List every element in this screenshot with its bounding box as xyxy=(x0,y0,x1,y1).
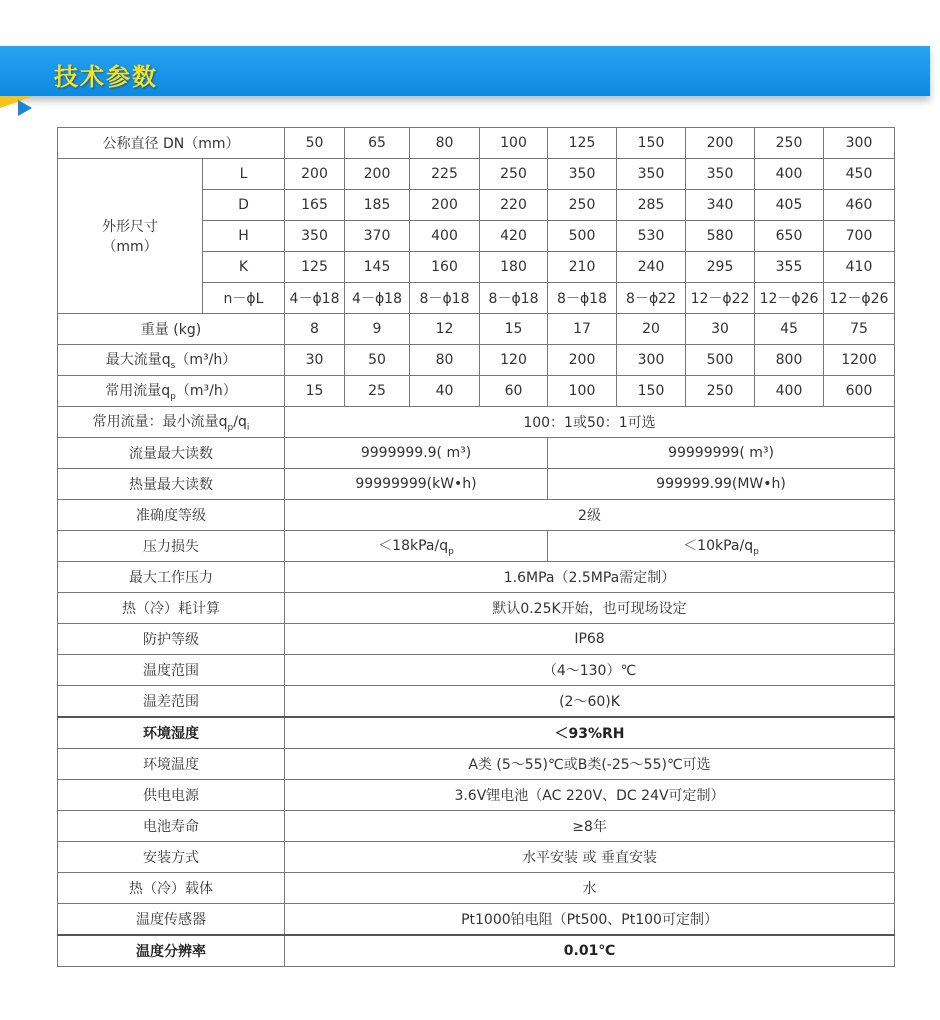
row-label: 压力损失 xyxy=(58,531,285,562)
dim-cell: 220 xyxy=(480,190,548,221)
weight-cell: 9 xyxy=(345,314,410,345)
ratio-value: 100：1或50：1可选 xyxy=(285,407,895,438)
spec-row xyxy=(58,500,895,531)
row-label: 温度范围 xyxy=(58,655,285,686)
spec-row xyxy=(58,873,895,904)
dn-cell: 50 xyxy=(285,128,345,159)
value-main: ＜10kPa/q xyxy=(683,538,754,555)
label-sub: i xyxy=(246,422,250,433)
row-value: ＜93%RH xyxy=(285,717,895,749)
row-label xyxy=(58,407,285,438)
flow-max-read-row xyxy=(58,438,895,469)
dim-cell: 210 xyxy=(548,252,617,283)
dim-cell: 460 xyxy=(824,190,895,221)
dim-cell: 530 xyxy=(617,221,686,252)
spec-row xyxy=(58,811,895,842)
spec-row xyxy=(58,686,895,718)
dim-label: n－ϕL xyxy=(203,283,285,314)
value-left xyxy=(285,531,548,562)
heat-max-read-row xyxy=(58,469,895,500)
flow-cell: 60 xyxy=(480,376,548,407)
label-main: 常用流量q xyxy=(105,383,171,400)
dim-cell: 700 xyxy=(824,221,895,252)
max-flow-row xyxy=(58,345,895,376)
dn-cell: 65 xyxy=(345,128,410,159)
weight-cell: 17 xyxy=(548,314,617,345)
dim-cell: 285 xyxy=(617,190,686,221)
row-label: 环境湿度 xyxy=(58,717,285,749)
flow-cell: 1200 xyxy=(824,345,895,376)
dim-cell: 350 xyxy=(285,221,345,252)
flow-cell: 150 xyxy=(617,376,686,407)
dim-cell: 400 xyxy=(755,159,824,190)
spec-row xyxy=(58,842,895,873)
flow-cell: 25 xyxy=(345,376,410,407)
dim-cell: 200 xyxy=(410,190,480,221)
row-value: （4～130）℃ xyxy=(285,655,895,686)
dim-cell: 4－ϕ18 xyxy=(345,283,410,314)
dim-cell: 180 xyxy=(480,252,548,283)
dim-cell: 450 xyxy=(824,159,895,190)
dn-row xyxy=(58,128,895,159)
spec-row xyxy=(58,655,895,686)
flow-cell: 100 xyxy=(548,376,617,407)
row-label: 供电电源 xyxy=(58,780,285,811)
spec-row xyxy=(58,780,895,811)
weight-cell: 30 xyxy=(686,314,755,345)
row-value: 水 xyxy=(285,873,895,904)
label-main: 常用流量：最小流量q xyxy=(92,414,228,431)
row-value: Pt1000铂电阻（Pt500、Pt100可定制） xyxy=(285,904,895,936)
dn-cell: 150 xyxy=(617,128,686,159)
row-value: 1.6MPa（2.5MPa需定制） xyxy=(285,562,895,593)
dims-group-line2: （mm） xyxy=(102,239,158,255)
dims-row xyxy=(58,159,895,190)
dim-label: L xyxy=(203,159,285,190)
dim-cell: 4－ϕ18 xyxy=(285,283,345,314)
dim-cell: 295 xyxy=(686,252,755,283)
dim-cell: 400 xyxy=(410,221,480,252)
dim-cell: 370 xyxy=(345,221,410,252)
label-mid: /q xyxy=(233,414,247,431)
dim-cell: 160 xyxy=(410,252,480,283)
row-value: 0.01℃ xyxy=(285,935,895,967)
row-label: 温度传感器 xyxy=(58,904,285,936)
dims-group-label xyxy=(58,159,203,314)
row-label: 最大工作压力 xyxy=(58,562,285,593)
label-unit: （m³/h） xyxy=(175,352,237,369)
dim-cell: 350 xyxy=(617,159,686,190)
flow-cell: 50 xyxy=(345,345,410,376)
dn-cell: 250 xyxy=(755,128,824,159)
dim-cell: 410 xyxy=(824,252,895,283)
row-label: 热（冷）耗计算 xyxy=(58,593,285,624)
dim-cell: 340 xyxy=(686,190,755,221)
row-label: 重量 (kg) xyxy=(58,314,285,345)
dim-cell: 8－ϕ18 xyxy=(548,283,617,314)
row-label: 热量最大读数 xyxy=(58,469,285,500)
spec-row xyxy=(58,624,895,655)
row-value: ≥8年 xyxy=(285,811,895,842)
spec-row xyxy=(58,904,895,936)
dn-cell: 200 xyxy=(686,128,755,159)
row-label xyxy=(58,376,285,407)
pressure-loss-row xyxy=(58,531,895,562)
dim-cell: 8－ϕ18 xyxy=(410,283,480,314)
dim-cell: 12－ϕ26 xyxy=(824,283,895,314)
dim-cell: 185 xyxy=(345,190,410,221)
row-value: IP68 xyxy=(285,624,895,655)
dim-label: D xyxy=(203,190,285,221)
dim-cell: 405 xyxy=(755,190,824,221)
flow-cell: 80 xyxy=(410,345,480,376)
dim-cell: 580 xyxy=(686,221,755,252)
value-right: 99999999( m³) xyxy=(548,438,895,469)
dim-cell: 12－ϕ22 xyxy=(686,283,755,314)
flow-cell: 600 xyxy=(824,376,895,407)
row-label: 准确度等级 xyxy=(58,500,285,531)
spec-row xyxy=(58,935,895,967)
dim-cell: 250 xyxy=(480,159,548,190)
dim-label: K xyxy=(203,252,285,283)
weight-cell: 75 xyxy=(824,314,895,345)
label-main: 最大流量q xyxy=(105,352,171,369)
row-value: 3.6V锂电池（AC 220V、DC 24V可定制） xyxy=(285,780,895,811)
spec-table xyxy=(57,127,895,967)
dim-cell: 8－ϕ22 xyxy=(617,283,686,314)
dim-cell: 500 xyxy=(548,221,617,252)
row-label: 安装方式 xyxy=(58,842,285,873)
value-sub: p xyxy=(753,546,759,557)
spec-row xyxy=(58,749,895,780)
dim-cell: 145 xyxy=(345,252,410,283)
row-label: 温度分辨率 xyxy=(58,935,285,967)
spec-row xyxy=(58,593,895,624)
dim-cell: 420 xyxy=(480,221,548,252)
weight-cell: 45 xyxy=(755,314,824,345)
label-sub: p xyxy=(170,391,176,402)
flow-cell: 15 xyxy=(285,376,345,407)
row-label: 防护等级 xyxy=(58,624,285,655)
row-value: (2～60)K xyxy=(285,686,895,718)
flow-cell: 500 xyxy=(686,345,755,376)
value-main: ＜18kPa/q xyxy=(378,538,449,555)
dim-cell: 12－ϕ26 xyxy=(755,283,824,314)
row-label: 公称直径 DN（mm） xyxy=(58,128,285,159)
flow-cell: 200 xyxy=(548,345,617,376)
dim-cell: 350 xyxy=(686,159,755,190)
weight-cell: 20 xyxy=(617,314,686,345)
dn-cell: 125 xyxy=(548,128,617,159)
value-sub: p xyxy=(448,546,454,557)
weight-cell: 15 xyxy=(480,314,548,345)
flow-cell: 250 xyxy=(686,376,755,407)
flow-cell: 400 xyxy=(755,376,824,407)
value-left: 9999999.9( m³) xyxy=(285,438,548,469)
label-sub: s xyxy=(170,360,176,371)
dim-cell: 125 xyxy=(285,252,345,283)
dim-cell: 250 xyxy=(548,190,617,221)
flow-cell: 40 xyxy=(410,376,480,407)
dim-cell: 8－ϕ18 xyxy=(480,283,548,314)
value-right xyxy=(548,531,895,562)
spec-row xyxy=(58,562,895,593)
row-label: 流量最大读数 xyxy=(58,438,285,469)
dn-cell: 80 xyxy=(410,128,480,159)
flow-cell: 300 xyxy=(617,345,686,376)
dim-cell: 350 xyxy=(548,159,617,190)
row-label: 热（冷）载体 xyxy=(58,873,285,904)
section-banner xyxy=(0,46,930,96)
row-label xyxy=(58,345,285,376)
row-value: 水平安装 或 垂直安装 xyxy=(285,842,895,873)
dim-cell: 200 xyxy=(285,159,345,190)
weight-cell: 8 xyxy=(285,314,345,345)
dim-cell: 240 xyxy=(617,252,686,283)
flow-cell: 800 xyxy=(755,345,824,376)
ratio-row xyxy=(58,407,895,438)
row-value: 默认0.25K开始，也可现场设定 xyxy=(285,593,895,624)
common-flow-row xyxy=(58,376,895,407)
row-value: 2级 xyxy=(285,500,895,531)
weight-cell: 12 xyxy=(410,314,480,345)
dn-cell: 300 xyxy=(824,128,895,159)
dims-group-line1: 外形尺寸 xyxy=(102,219,158,235)
label-sub: p xyxy=(227,422,234,433)
flow-cell: 30 xyxy=(285,345,345,376)
flow-cell: 120 xyxy=(480,345,548,376)
dim-cell: 650 xyxy=(755,221,824,252)
value-right: 999999.99(MW•h) xyxy=(548,469,895,500)
row-label: 电池寿命 xyxy=(58,811,285,842)
section-title: 技术参数 xyxy=(54,63,158,91)
row-label: 温差范围 xyxy=(58,686,285,718)
label-unit: （m³/h） xyxy=(175,383,237,400)
dn-cell: 100 xyxy=(480,128,548,159)
value-left: 99999999(kW•h) xyxy=(285,469,548,500)
arrow-icon xyxy=(18,100,32,116)
row-label: 环境温度 xyxy=(58,749,285,780)
row-value: A类 (5～55)℃或B类(-25～55)℃可选 xyxy=(285,749,895,780)
dim-cell: 225 xyxy=(410,159,480,190)
dim-label: H xyxy=(203,221,285,252)
dim-cell: 200 xyxy=(345,159,410,190)
spec-row xyxy=(58,717,895,749)
dim-cell: 165 xyxy=(285,190,345,221)
dim-cell: 355 xyxy=(755,252,824,283)
weight-row xyxy=(58,314,895,345)
